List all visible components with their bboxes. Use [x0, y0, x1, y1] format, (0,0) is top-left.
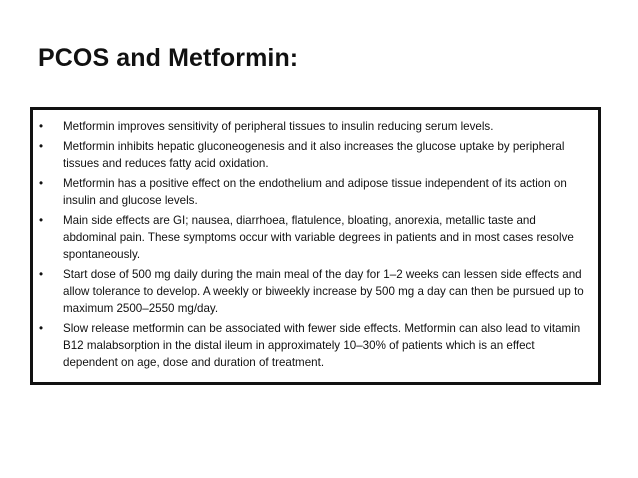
bullet-point-icon: • — [39, 177, 44, 191]
bullet-item — [39, 321, 591, 371]
bullet-point-icon: • — [39, 214, 44, 228]
bullet-text: Metformin improves sensitivity of peripheral tissues to insulin reducing serum levels. — [63, 120, 494, 133]
bullet-point-icon: • — [39, 140, 44, 154]
bullet-text: Metformin inhibits hepatic gluconeogenesis and it also increases the glucose uptake by peripheral tissues and reduces fatty acid oxidation. — [63, 140, 565, 171]
bullet-point-icon: • — [39, 268, 44, 282]
bullet-item — [39, 119, 591, 136]
bullet-point-icon: • — [39, 322, 44, 336]
bullet-text: Metformin has a positive effect on the endothelium and adipose tissue independent of its action on insulin and glucose levels. — [63, 177, 567, 208]
bullet-text: Slow release metformin can be associated with fewer side effects. Metformin can also lead to vitamin B12 malabsorption in the distal ileum in approximately 10–30% of patients which is an effect dependent on age, dose and duration of treatment. — [63, 322, 581, 369]
bullet-list — [39, 119, 591, 375]
slide-title: PCOS and Metformin: — [38, 44, 299, 72]
bullet-item — [39, 176, 591, 210]
bullet-point-icon: • — [39, 120, 44, 133]
bullet-text: Start dose of 500 mg daily during the main meal of the day for 1–2 weeks can lessen side effects and allow tolerance to develop. A weekly or biweekly increase by 500 mg a day can then be pursued up to maximum 2500–2550 mg/day. — [63, 268, 584, 315]
bullet-text: Main side effects are GI; nausea, diarrhoea, flatulence, bloating, anorexia, metallic taste and abdominal pain. These symptoms occur with variable degrees in patients and in most cases resolve spontaneously. — [63, 214, 574, 262]
bullet-item — [39, 213, 591, 263]
bullet-item — [39, 139, 591, 173]
bullet-item — [39, 267, 591, 317]
content-box — [30, 107, 601, 385]
